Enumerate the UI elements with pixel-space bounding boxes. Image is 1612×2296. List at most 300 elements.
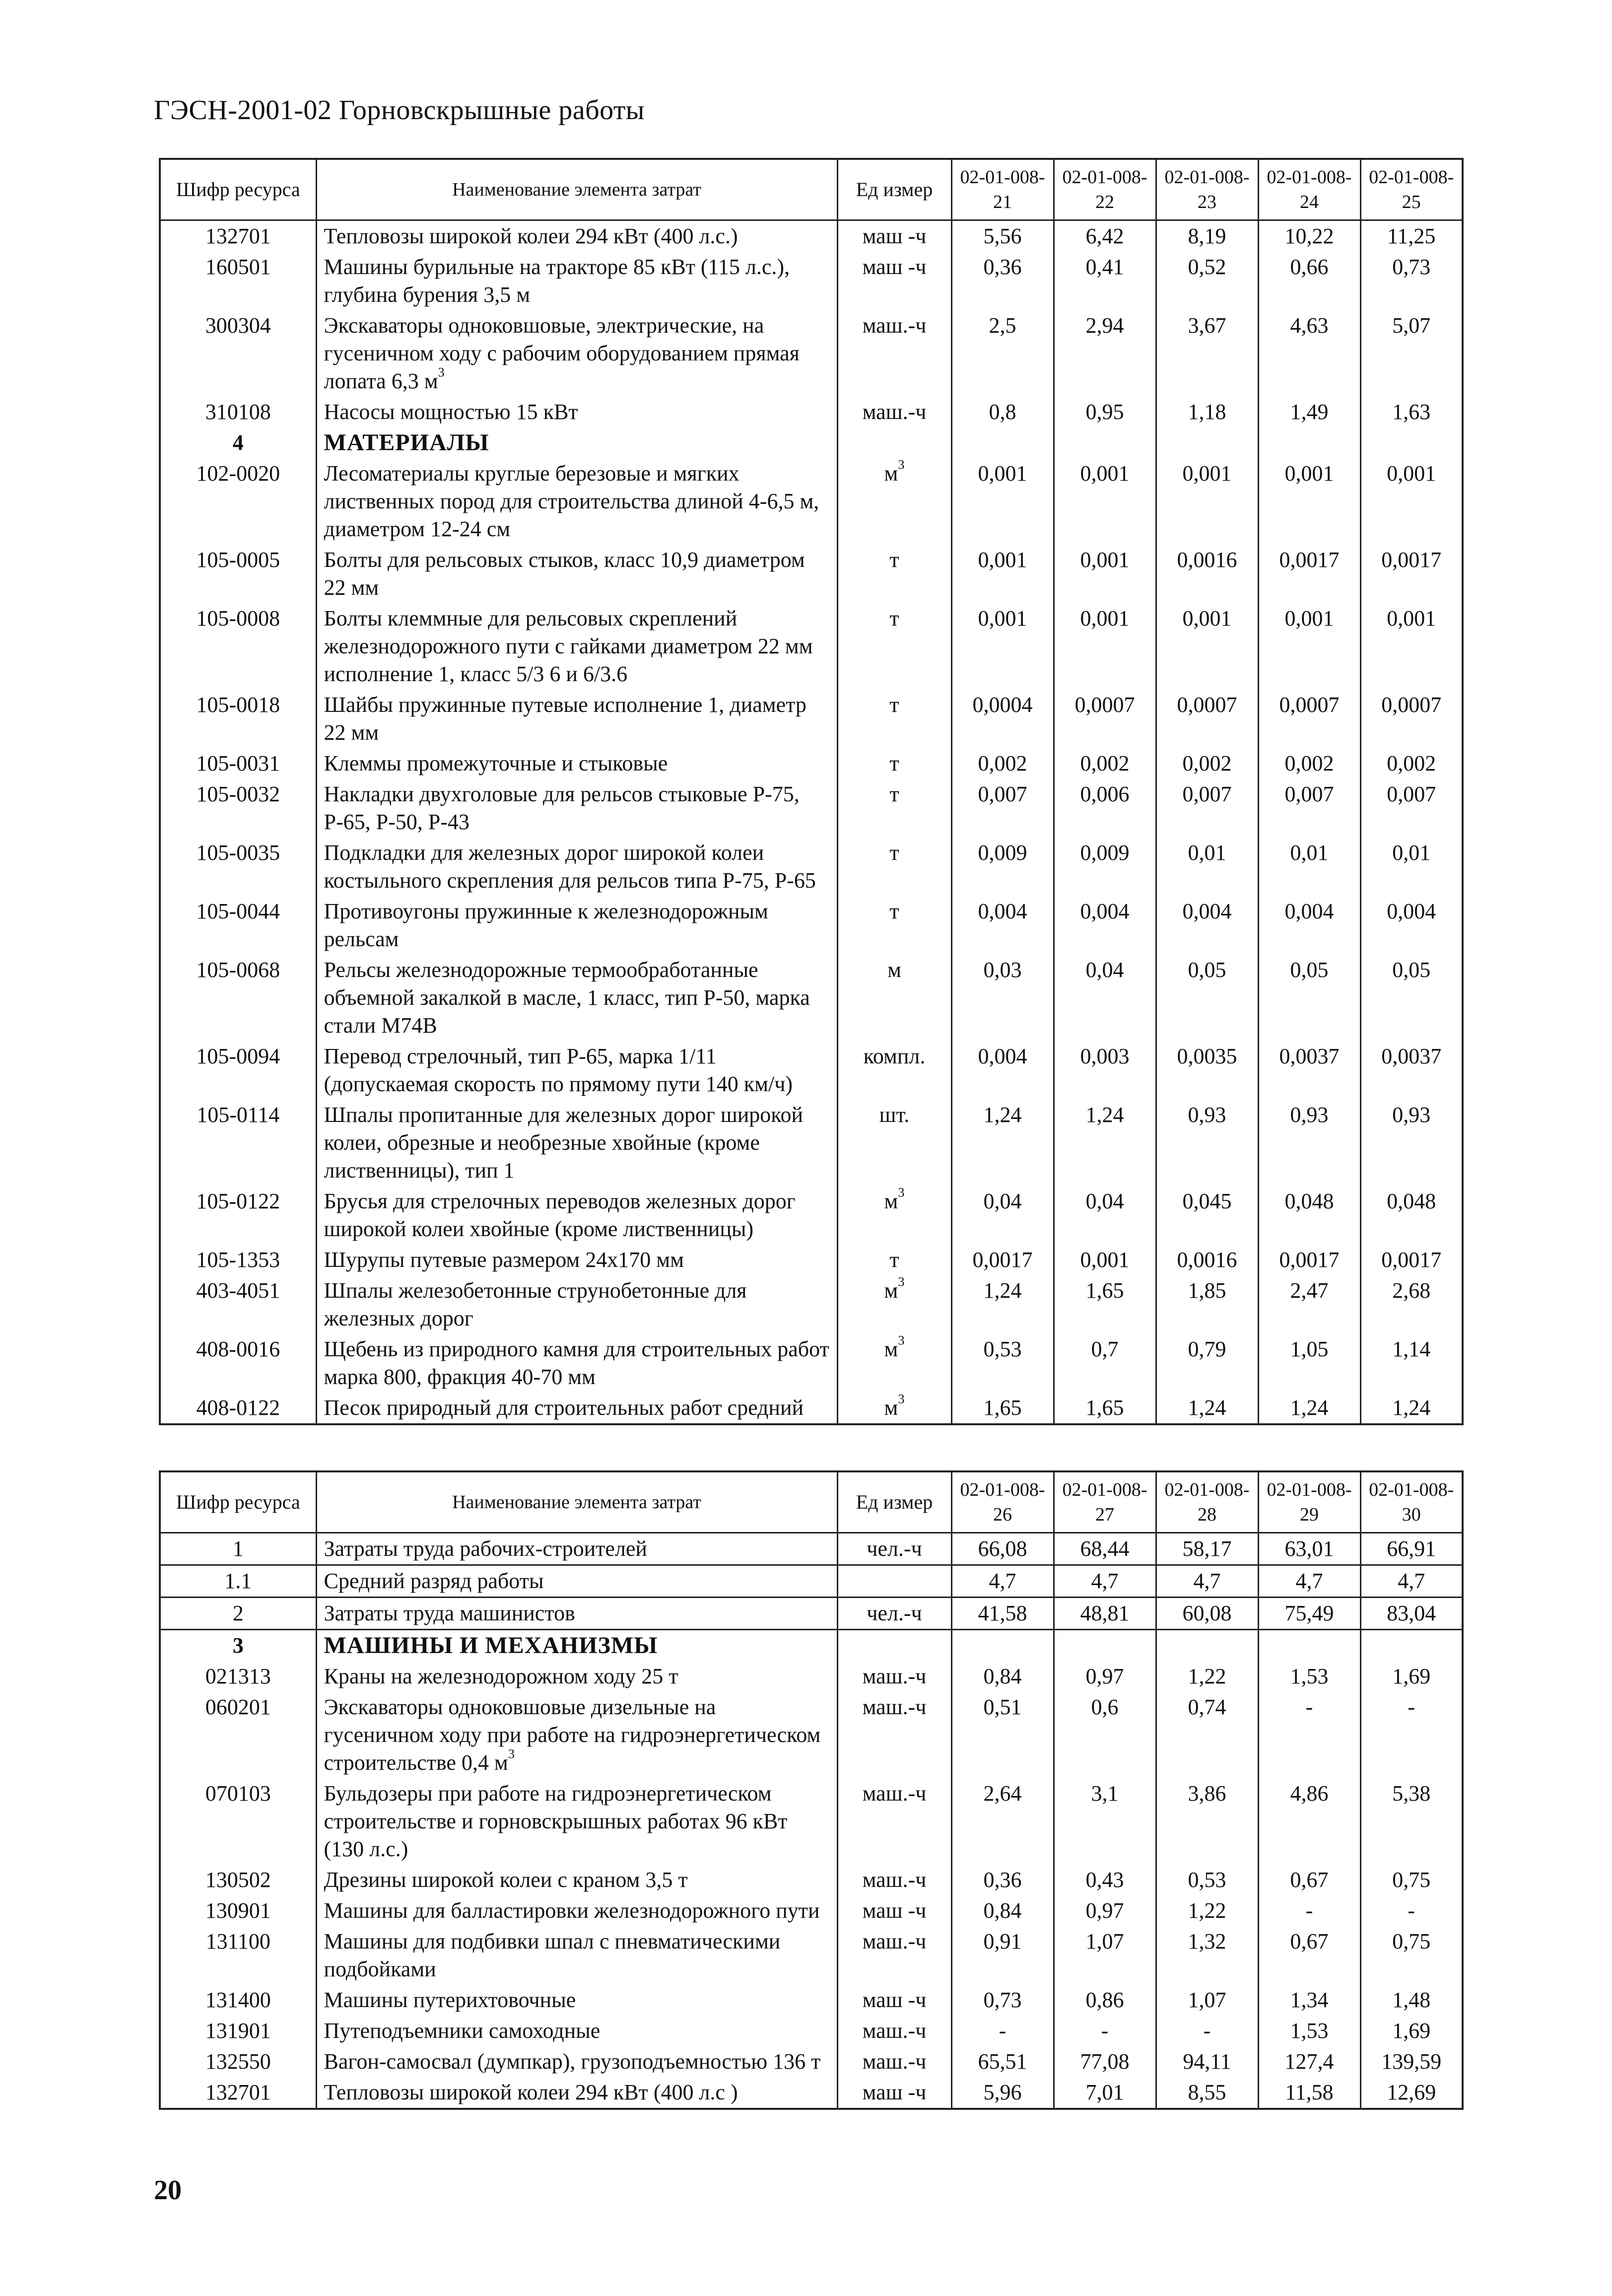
unit-cell <box>837 1041 951 1100</box>
resource-name <box>316 1533 837 1565</box>
table-row <box>160 2046 1463 2077</box>
table-row <box>160 220 1463 252</box>
value-cell: 1,18 <box>1156 397 1258 427</box>
table-row <box>160 1778 1463 1865</box>
resource-name <box>316 427 837 458</box>
unit-cell <box>837 1778 951 1865</box>
value-cell <box>1054 1630 1156 1662</box>
value-cell: 0,048 <box>1258 1186 1360 1245</box>
header-unit: Ед измер <box>837 159 951 220</box>
unit-cell <box>837 1865 951 1895</box>
value-cell: 1,24 <box>951 1275 1054 1334</box>
value-cell: 0,51 <box>951 1692 1054 1778</box>
value-cell: 0,048 <box>1360 1186 1463 1245</box>
value-cell: 1,69 <box>1360 2016 1463 2046</box>
unit-text: м <box>884 461 898 486</box>
unit-text: компл. <box>863 1044 926 1068</box>
resource-code: 3 <box>160 1630 316 1662</box>
value-cell: 0,74 <box>1156 1692 1258 1778</box>
table-row <box>160 955 1463 1041</box>
resource-name <box>316 1895 837 1926</box>
resource-code: 300304 <box>160 310 316 397</box>
value-cell: 0,75 <box>1360 1865 1463 1895</box>
header-col-code: 02-01-008-30 <box>1360 1471 1463 1533</box>
header-col-code: 02-01-008-25 <box>1360 159 1463 220</box>
resource-name-text: Средний разряд работы <box>324 1569 544 1593</box>
unit-text: маш.-ч <box>862 313 927 338</box>
resource-name <box>316 603 837 690</box>
value-cell: 0,0007 <box>1360 690 1463 748</box>
resource-name <box>316 397 837 427</box>
header-col-code: 02-01-008-28 <box>1156 1471 1258 1533</box>
resource-code: 408-0016 <box>160 1334 316 1392</box>
resource-code: 1.1 <box>160 1565 316 1598</box>
value-cell: 0,0016 <box>1156 545 1258 603</box>
table-row <box>160 2016 1463 2046</box>
resource-code: 105-0094 <box>160 1041 316 1100</box>
resource-name-text: Противоугоны пружинные к железнодорожным рельсам <box>324 899 768 951</box>
resource-name-text: Клеммы промежуточные и стыковые <box>324 751 668 775</box>
value-cell: 0,007 <box>1360 779 1463 837</box>
value-cell: 0,04 <box>1054 1186 1156 1245</box>
resource-code: 105-0068 <box>160 955 316 1041</box>
resource-name <box>316 2046 837 2077</box>
value-cell: 1,07 <box>1054 1926 1156 1985</box>
value-cell: 5,96 <box>951 2077 1054 2109</box>
value-cell: 0,8 <box>951 397 1054 427</box>
resource-name-text: Затраты труда машинистов <box>324 1601 575 1625</box>
resource-name-text: Тепловозы широкой колеи 294 кВт (400 л.с ) <box>324 2080 738 2104</box>
unit-text: чел.-ч <box>867 1536 922 1561</box>
superscript: 3 <box>508 1746 515 1761</box>
resource-code: 060201 <box>160 1692 316 1778</box>
table-row <box>160 252 1463 310</box>
table-row <box>160 779 1463 837</box>
value-cell: 83,04 <box>1360 1598 1463 1630</box>
value-cell: 0,0007 <box>1258 690 1360 748</box>
value-cell: 75,49 <box>1258 1598 1360 1630</box>
value-cell: 4,7 <box>1156 1565 1258 1598</box>
resource-name-text: Песок природный для строительных работ средний <box>324 1395 804 1420</box>
value-cell: - <box>1258 1895 1360 1926</box>
table-row <box>160 896 1463 955</box>
unit-cell <box>837 1985 951 2016</box>
value-cell: 4,86 <box>1258 1778 1360 1865</box>
value-cell: 0,001 <box>951 545 1054 603</box>
superscript: 3 <box>898 1184 905 1200</box>
value-cell: 0,05 <box>1258 955 1360 1041</box>
header-col-code: 02-01-008-26 <box>951 1471 1054 1533</box>
resource-name <box>316 252 837 310</box>
value-cell: 2,5 <box>951 310 1054 397</box>
resource-name-text: Машины бурильные на тракторе 85 кВт (115 л.с.), глубина бурения 3,5 м <box>324 255 790 307</box>
resource-name-text: Затраты труда рабочих-строителей <box>324 1536 647 1561</box>
resource-name-text: Шпалы железобетонные струнобетонные для железных дорог <box>324 1278 747 1330</box>
value-cell: - <box>1360 1895 1463 1926</box>
value-cell: - <box>1156 2016 1258 2046</box>
table-row <box>160 1565 1463 1598</box>
value-cell: 0,0004 <box>951 690 1054 748</box>
value-cell: 0,52 <box>1156 252 1258 310</box>
table-row <box>160 397 1463 427</box>
resource-code: 132550 <box>160 2046 316 2077</box>
value-cell: 41,58 <box>951 1598 1054 1630</box>
resource-code: 105-0035 <box>160 837 316 896</box>
resource-name <box>316 690 837 748</box>
value-cell: 1,05 <box>1258 1334 1360 1392</box>
value-cell: 0,67 <box>1258 1926 1360 1985</box>
resource-code: 2 <box>160 1598 316 1630</box>
unit-text: чел.-ч <box>867 1601 922 1625</box>
unit-text: м <box>884 1278 898 1303</box>
value-cell: 1,65 <box>1054 1392 1156 1424</box>
header-row <box>160 159 1463 220</box>
value-cell: 1,22 <box>1156 1895 1258 1926</box>
unit-cell <box>837 1926 951 1985</box>
value-cell: 0,001 <box>1054 603 1156 690</box>
resource-table-2 <box>159 1470 1464 2110</box>
table-row <box>160 603 1463 690</box>
resource-code: 105-0114 <box>160 1100 316 1186</box>
resource-code: 105-0018 <box>160 690 316 748</box>
unit-text: т <box>889 1248 899 1272</box>
unit-cell <box>837 458 951 545</box>
table-row <box>160 1334 1463 1392</box>
unit-text: маш -ч <box>862 1898 927 1923</box>
value-cell: 0,003 <box>1054 1041 1156 1100</box>
value-cell: 0,0007 <box>1054 690 1156 748</box>
resource-name-text: Перевод стрелочный, тип Р-65, марка 1/11 (допускаемая скорость по прямому пути 140 км/ч) <box>324 1044 793 1096</box>
value-cell: 0,007 <box>1258 779 1360 837</box>
resource-name-text: Щебень из природного камня для строительных работ марка 800, фракция 40-70 мм <box>324 1337 829 1389</box>
value-cell: 0,36 <box>951 252 1054 310</box>
resource-name-text: Бульдозеры при работе на гидроэнергетическом строительстве и горновскрышных работах 96 кВт (130 л.с.) <box>324 1781 788 1861</box>
value-cell: 0,41 <box>1054 252 1156 310</box>
resource-name-text: Тепловозы широкой колеи 294 кВт (400 л.с.) <box>324 224 738 248</box>
value-cell: - <box>1054 2016 1156 2046</box>
resource-name <box>316 2016 837 2046</box>
value-cell: 10,22 <box>1258 220 1360 252</box>
value-cell: 0,6 <box>1054 1692 1156 1778</box>
resource-name <box>316 1778 837 1865</box>
value-cell: 3,86 <box>1156 1778 1258 1865</box>
resource-name-text: Болты для рельсовых стыков, класс 10,9 диаметром 22 мм <box>324 548 805 600</box>
unit-cell <box>837 896 951 955</box>
resource-name-text: Машины для балластировки железнодорожного пути <box>324 1898 820 1923</box>
table-row <box>160 1275 1463 1334</box>
unit-text: т <box>889 548 899 572</box>
table-row <box>160 1895 1463 1926</box>
resource-name <box>316 1245 837 1275</box>
resource-code: 105-0122 <box>160 1186 316 1245</box>
resource-code: 105-0044 <box>160 896 316 955</box>
resource-name-text: Экскаваторы одноковшовые, электрические, на гусеничном ходу с рабочим оборудованием прямая лопата 6,3 м <box>324 313 800 393</box>
value-cell: 127,4 <box>1258 2046 1360 2077</box>
value-cell: 0,0017 <box>1258 1245 1360 1275</box>
unit-cell <box>837 1334 951 1392</box>
header-code: Шифр ресурса <box>160 1471 316 1533</box>
resource-code: 070103 <box>160 1778 316 1865</box>
value-cell: 1,48 <box>1360 1985 1463 2016</box>
resource-code: 130502 <box>160 1865 316 1895</box>
unit-cell <box>837 2077 951 2109</box>
value-cell: 0,004 <box>1156 896 1258 955</box>
table-row <box>160 458 1463 545</box>
value-cell: 8,19 <box>1156 220 1258 252</box>
value-cell: 1,49 <box>1258 397 1360 427</box>
resource-name <box>316 1334 837 1392</box>
value-cell: 0,97 <box>1054 1661 1156 1692</box>
value-cell <box>951 427 1054 458</box>
value-cell: 0,84 <box>951 1661 1054 1692</box>
unit-text: маш.-ч <box>862 1781 927 1806</box>
resource-code: 1 <box>160 1533 316 1565</box>
value-cell: 48,81 <box>1054 1598 1156 1630</box>
value-cell: 1,14 <box>1360 1334 1463 1392</box>
value-cell: 0,002 <box>951 748 1054 779</box>
unit-text: маш.-ч <box>862 1868 927 1892</box>
unit-cell <box>837 603 951 690</box>
value-cell: 0,0037 <box>1258 1041 1360 1100</box>
value-cell: 0,75 <box>1360 1926 1463 1985</box>
value-cell: 0,03 <box>951 955 1054 1041</box>
unit-text: т <box>889 751 899 775</box>
value-cell: 0,002 <box>1258 748 1360 779</box>
resource-name-text: Путеподъемники самоходные <box>324 2018 601 2043</box>
value-cell: 7,01 <box>1054 2077 1156 2109</box>
resource-name-text: Шпалы пропитанные для железных дорог широкой колеи, обрезные и необрезные хвойные (кроме лиственницы), тип 1 <box>324 1103 803 1183</box>
resource-name <box>316 1630 837 1662</box>
unit-text: маш -ч <box>862 2080 927 2104</box>
value-cell: 0,009 <box>951 837 1054 896</box>
unit-text: маш -ч <box>862 255 927 279</box>
value-cell: 1,65 <box>1054 1275 1156 1334</box>
resource-name-text: Подкладки для железных дорог широкой колеи костыльного скрепления для рельсов типа Р-75, Р-65 <box>324 840 816 893</box>
value-cell: 0,84 <box>951 1895 1054 1926</box>
value-cell: 0,01 <box>1156 837 1258 896</box>
value-cell <box>1360 1630 1463 1662</box>
table-row <box>160 1100 1463 1186</box>
value-cell: 58,17 <box>1156 1533 1258 1565</box>
header-unit: Ед измер <box>837 1471 951 1533</box>
unit-cell <box>837 1598 951 1630</box>
value-cell <box>951 1630 1054 1662</box>
resource-code: 310108 <box>160 397 316 427</box>
unit-cell <box>837 1186 951 1245</box>
value-cell: 4,63 <box>1258 310 1360 397</box>
value-cell: 4,7 <box>1258 1565 1360 1598</box>
unit-cell <box>837 220 951 252</box>
value-cell: 0,0017 <box>1258 545 1360 603</box>
table-row <box>160 1598 1463 1630</box>
unit-cell <box>837 545 951 603</box>
value-cell: 2,68 <box>1360 1275 1463 1334</box>
value-cell: 1,24 <box>1360 1392 1463 1424</box>
unit-cell <box>837 397 951 427</box>
value-cell <box>1156 1630 1258 1662</box>
value-cell: - <box>951 2016 1054 2046</box>
resource-name-text: Шурупы путевые размером 24х170 мм <box>324 1248 684 1272</box>
resource-code: 131400 <box>160 1985 316 2016</box>
unit-text: маш.-ч <box>862 400 927 424</box>
value-cell: 0,004 <box>1054 896 1156 955</box>
value-cell: 0,66 <box>1258 252 1360 310</box>
value-cell: 3,1 <box>1054 1778 1156 1865</box>
value-cell: 1,63 <box>1360 397 1463 427</box>
table-row <box>160 1533 1463 1565</box>
value-cell: 11,58 <box>1258 2077 1360 2109</box>
resource-code: 105-0032 <box>160 779 316 837</box>
resource-name-text: Экскаваторы одноковшовые дизельные на гусеничном ходу при работе на гидроэнергетическом строительстве 0,4 м <box>324 1695 821 1775</box>
value-cell: 0,36 <box>951 1865 1054 1895</box>
resource-name-text: Дрезины широкой колеи с краном 3,5 т <box>324 1868 688 1892</box>
value-cell: 0,79 <box>1156 1334 1258 1392</box>
table-row <box>160 1865 1463 1895</box>
value-cell: 0,05 <box>1360 955 1463 1041</box>
unit-cell <box>837 2046 951 2077</box>
resource-name <box>316 1275 837 1334</box>
resource-code: 4 <box>160 427 316 458</box>
unit-text: маш.-ч <box>862 2049 927 2074</box>
value-cell: 0,045 <box>1156 1186 1258 1245</box>
unit-cell <box>837 1895 951 1926</box>
unit-cell <box>837 1630 951 1662</box>
section-row <box>160 427 1463 458</box>
value-cell: 68,44 <box>1054 1533 1156 1565</box>
table-row <box>160 690 1463 748</box>
value-cell: 0,53 <box>951 1334 1054 1392</box>
value-cell: 1,34 <box>1258 1985 1360 2016</box>
unit-cell <box>837 748 951 779</box>
table-row <box>160 1392 1463 1424</box>
value-cell: 0,004 <box>1258 896 1360 955</box>
value-cell: 0,002 <box>1156 748 1258 779</box>
value-cell: 5,56 <box>951 220 1054 252</box>
resource-name-text: Накладки двухголовые для рельсов стыковые Р-75, Р-65, Р-50, Р-43 <box>324 782 800 834</box>
value-cell: 0,001 <box>1156 603 1258 690</box>
header-col-code: 02-01-008-24 <box>1258 159 1360 220</box>
value-cell: 1,65 <box>951 1392 1054 1424</box>
value-cell: 2,64 <box>951 1778 1054 1865</box>
value-cell: 0,001 <box>951 603 1054 690</box>
superscript: 3 <box>438 364 445 380</box>
value-cell: 0,0037 <box>1360 1041 1463 1100</box>
value-cell: 1,53 <box>1258 1661 1360 1692</box>
value-cell <box>1258 1630 1360 1662</box>
header-row <box>160 1471 1463 1533</box>
resource-name <box>316 1100 837 1186</box>
resource-code: 105-0005 <box>160 545 316 603</box>
table-row <box>160 545 1463 603</box>
value-cell: 4,7 <box>1054 1565 1156 1598</box>
table-row <box>160 1041 1463 1100</box>
unit-cell <box>837 779 951 837</box>
value-cell: 6,42 <box>1054 220 1156 252</box>
unit-text: т <box>889 899 899 923</box>
resource-name <box>316 1661 837 1692</box>
value-cell: 94,11 <box>1156 2046 1258 2077</box>
superscript: 3 <box>898 457 905 472</box>
resource-name <box>316 955 837 1041</box>
value-cell: 1,24 <box>1156 1392 1258 1424</box>
header-name: Наименование элемента затрат <box>316 1471 837 1533</box>
resource-name <box>316 748 837 779</box>
value-cell: 0,43 <box>1054 1865 1156 1895</box>
resource-code: 131901 <box>160 2016 316 2046</box>
unit-text: шт. <box>879 1103 910 1127</box>
resource-code: 160501 <box>160 252 316 310</box>
value-cell <box>1360 427 1463 458</box>
value-cell: 0,93 <box>1360 1100 1463 1186</box>
superscript: 3 <box>898 1391 905 1406</box>
value-cell: 1,22 <box>1156 1661 1258 1692</box>
resource-name-text: МАШИНЫ И МЕХАНИЗМЫ <box>324 1632 658 1659</box>
value-cell: - <box>1360 1692 1463 1778</box>
value-cell: 1,24 <box>951 1100 1054 1186</box>
unit-text: м <box>884 1337 898 1361</box>
resource-name <box>316 1041 837 1100</box>
value-cell: 0,97 <box>1054 1895 1156 1926</box>
value-cell: 0,007 <box>1156 779 1258 837</box>
resource-name-text: Лесоматериалы круглые березовые и мягких лиственных пород для строительства длиной 4-6,5 м, диаметром 12-24 см <box>324 461 819 541</box>
resource-name-text: Машины для подбивки шпал с пневматическими подбойками <box>324 1929 781 1981</box>
unit-text: маш.-ч <box>862 1664 927 1688</box>
value-cell: 2,47 <box>1258 1275 1360 1334</box>
resource-name <box>316 1985 837 2016</box>
value-cell: 0,004 <box>951 1041 1054 1100</box>
unit-cell <box>837 955 951 1041</box>
resource-name-text: МАТЕРИАЛЫ <box>324 429 489 456</box>
resource-code: 105-0031 <box>160 748 316 779</box>
value-cell: 0,0017 <box>951 1245 1054 1275</box>
resource-name <box>316 1865 837 1895</box>
value-cell: 0,001 <box>1360 458 1463 545</box>
value-cell <box>1156 427 1258 458</box>
value-cell: 77,08 <box>1054 2046 1156 2077</box>
value-cell: 0,004 <box>951 896 1054 955</box>
header-col-code: 02-01-008-23 <box>1156 159 1258 220</box>
value-cell <box>1054 427 1156 458</box>
value-cell: 1,69 <box>1360 1661 1463 1692</box>
superscript: 3 <box>898 1332 905 1348</box>
value-cell: 1,24 <box>1258 1392 1360 1424</box>
value-cell: 2,94 <box>1054 310 1156 397</box>
resource-name-text: Вагон-самосвал (думпкар), грузоподъемностью 136 т <box>324 2049 821 2074</box>
value-cell: 0,002 <box>1054 748 1156 779</box>
header-name: Наименование элемента затрат <box>316 159 837 220</box>
value-cell: 1,07 <box>1156 1985 1258 2016</box>
table-row <box>160 1926 1463 1985</box>
value-cell: 0,0017 <box>1360 1245 1463 1275</box>
page-title: ГЭСН-2001-02 Горновскрышные работы <box>154 95 645 126</box>
value-cell: 65,51 <box>951 2046 1054 2077</box>
unit-text: маш.-ч <box>862 2018 927 2043</box>
resource-name-text: Шайбы пружинные путевые исполнение 1, диаметр 22 мм <box>324 693 806 745</box>
value-cell: 66,91 <box>1360 1533 1463 1565</box>
value-cell: 0,0007 <box>1156 690 1258 748</box>
resource-name <box>316 837 837 896</box>
value-cell: 4,7 <box>951 1565 1054 1598</box>
value-cell: 1,53 <box>1258 2016 1360 2046</box>
value-cell: 0,53 <box>1156 1865 1258 1895</box>
value-cell: 0,007 <box>951 779 1054 837</box>
value-cell: 0,0017 <box>1360 545 1463 603</box>
resource-name <box>316 310 837 397</box>
value-cell: 0,001 <box>1054 545 1156 603</box>
value-cell: 0,73 <box>951 1985 1054 2016</box>
unit-cell <box>837 1565 951 1598</box>
value-cell: 63,01 <box>1258 1533 1360 1565</box>
